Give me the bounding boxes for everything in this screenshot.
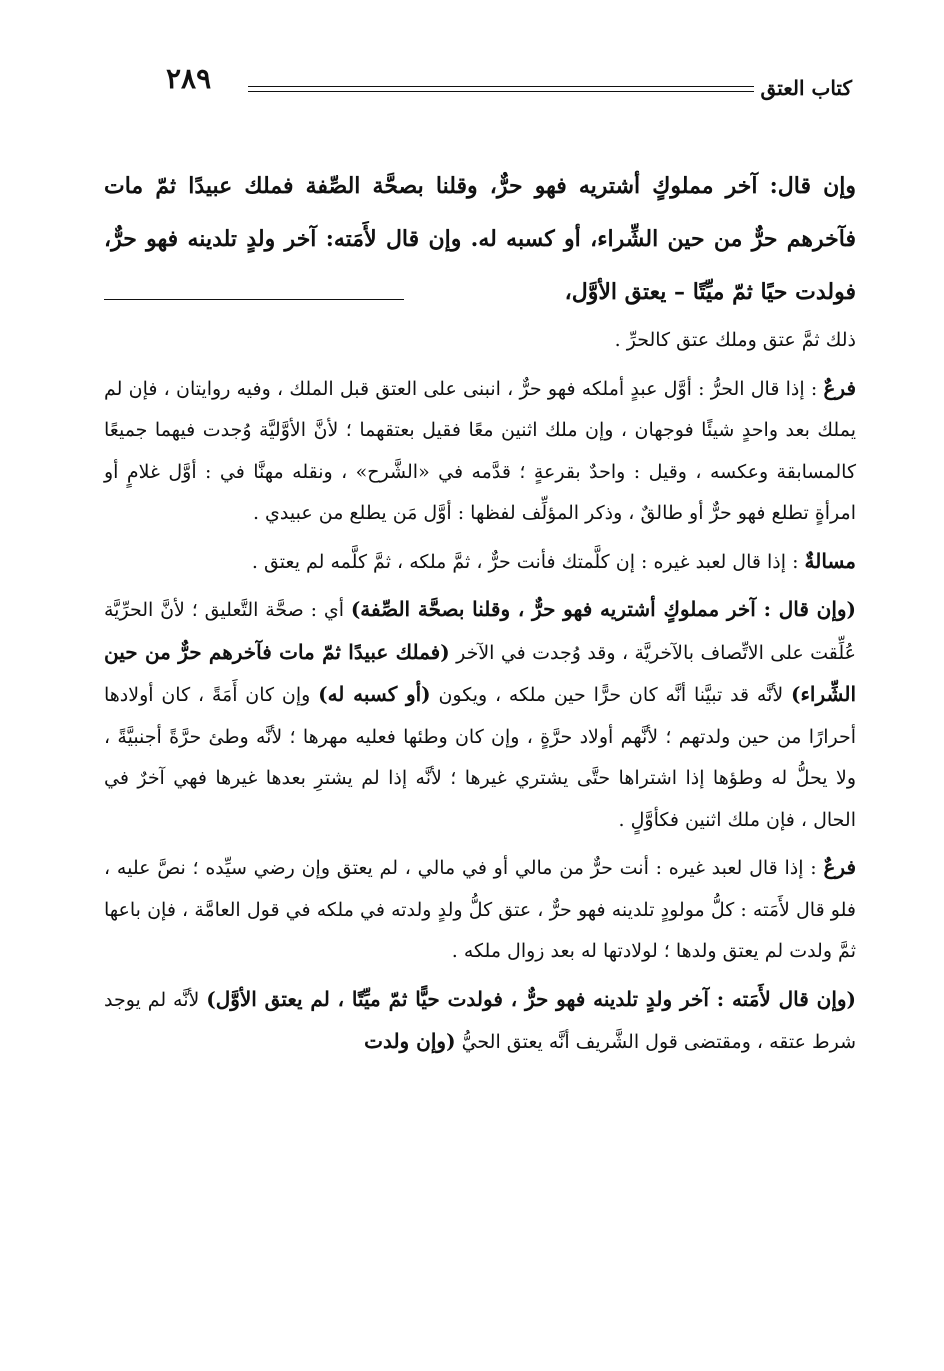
paragraph-text: : إذا قال لعبد غيره : أنت حرٌّ من مالي أو في مالي ، لم يعتق وإن رضي سيِّده ؛ نصَّ عليه ، فلو قال لأَمَته : كلُّ مولودٍ تلدينه فهو حرٌّ ، عتق كلُّ ولدٍ ولدته في ملكه في قول العامَّة ، فإن باعها ثمَّ ولدت لم يعتق ولدها ؛ لولادتها له بعد زوال ملكه .: [104, 857, 856, 962]
commentary-paragraph: [104, 979, 856, 1064]
paragraph-text: : إذا قال الحرُّ : أوَّل عبدٍ أملكه فهو حرٌّ ، انبنى على العتق قبل الملك ، وفيه روايتان ، فإن لم يملك بعد واحدٍ شيئًا فوجهان ، وإن ملك اثنين معًا فقيل بعتقهما ؛ لأنَّ الأوَّليَّة وُجدت فيهما جميعًا كالمسابقة وعكسه ، وقيل : واحدٌ بقرعةٍ ؛ قدَّمه في «الشَّرح» ، ونقله مهنَّا في : أوَّل غلامٍ أو امرأةٍ تطلع فهو حرٌّ أو طالقٌ ، وذكر المؤلِّف لفظها : أوَّل مَن يطلع من عبيدي .: [104, 377, 856, 524]
quoted-matn: (أو كسبه له): [318, 682, 431, 706]
commentary: [104, 320, 856, 1070]
commentary-paragraph: [104, 541, 856, 584]
matn-separator-rule: [104, 299, 404, 300]
paragraph-text: وإن كان أَمَةً ، كان أولادها أحرارًا من حين ولدتهم ؛ لأنَّهم أولاد حرَّةٍ ، وإن كان وطئها فعليه مهرها ؛ لأنَّه وطئ حرَّةً أجنبيَّةً ، ولا يحلُّ له وطؤها إذا اشتراها حتَّى يشتري غيرها ؛ لأنَّه إذا لم يشترِ بعدها غيرها فهي آخرٌ في الحال ، فإن ملك اثنين فكأوَّلٍ .: [104, 684, 856, 831]
commentary-paragraph: [104, 589, 856, 841]
section-lead: فرعٌ: [823, 855, 856, 879]
paragraph-text: لأنَّه لم يوجد شرط عتقه ، ومقتضى قول الشَّريف أنَّه يعتق الحيُّ: [104, 988, 856, 1053]
section-lead: فرعٌ: [823, 375, 856, 400]
matn-text: وإن قال: آخر مملوكٍ أشتريه فهو حرٌّ، وقلنا بصحَّة الصِّفة فملك عبيدًا ثمّ مات فآخرهم حرٌّ من حين الشِّراء، أو كسبه له. وإن قال لأَمَته: آخر ولدٍ تلدينه فهو حرٌّ، فولدت حيًا ثمّ ميِّتًا – يعتق الأوَّل،: [104, 173, 856, 305]
header-rule: [248, 86, 754, 92]
paragraph-text: لأنَّه قد تبيَّنا أنَّه كان حرًّا حين ملكه ، ويكون: [430, 684, 792, 706]
page-number: ٢٨٩: [166, 62, 212, 95]
paragraph-text: ذلك ثمَّ عتق وملك عتق كالحرِّ .: [614, 329, 856, 351]
quoted-matn: (وإن ولدت: [364, 1029, 456, 1053]
paragraph-text: أي : صحَّة التَّعليق ؛ لأنَّ الحرِّيَّة عُلِّقت على الاتِّصاف بالآخريَّة ، وقد وُجدت في الآخر: [104, 599, 856, 664]
paragraph-text: : إذا قال لعبد غيره : إن كلَّمتك فأنت حرٌّ ، ثمَّ ملكه ، ثمَّ كلَّمه لم يعتق .: [251, 550, 805, 573]
running-title: كتاب العتق: [760, 76, 852, 100]
page-header: [130, 62, 852, 112]
quoted-matn: (فملك عبيدًا ثمّ مات فآخرهم حرٌّ من حين الشِّراء): [104, 639, 856, 706]
commentary-paragraph: [104, 320, 856, 362]
section-lead: مسالةٌ: [804, 548, 856, 573]
commentary-paragraph: [104, 847, 856, 973]
quoted-matn: (وإن قال : آخر مملوكٍ أشتريه فهو حرٌّ ، وقلنا بصحَّة الصِّفة): [350, 597, 856, 621]
quoted-matn: (وإن قال لأَمَته : آخر ولدٍ تلدينه فهو حرٌّ ، فولدت حيًّا ثمّ ميِّتًا ، لم يعتق الأوَّل): [206, 986, 856, 1011]
commentary-paragraph: [104, 368, 856, 535]
